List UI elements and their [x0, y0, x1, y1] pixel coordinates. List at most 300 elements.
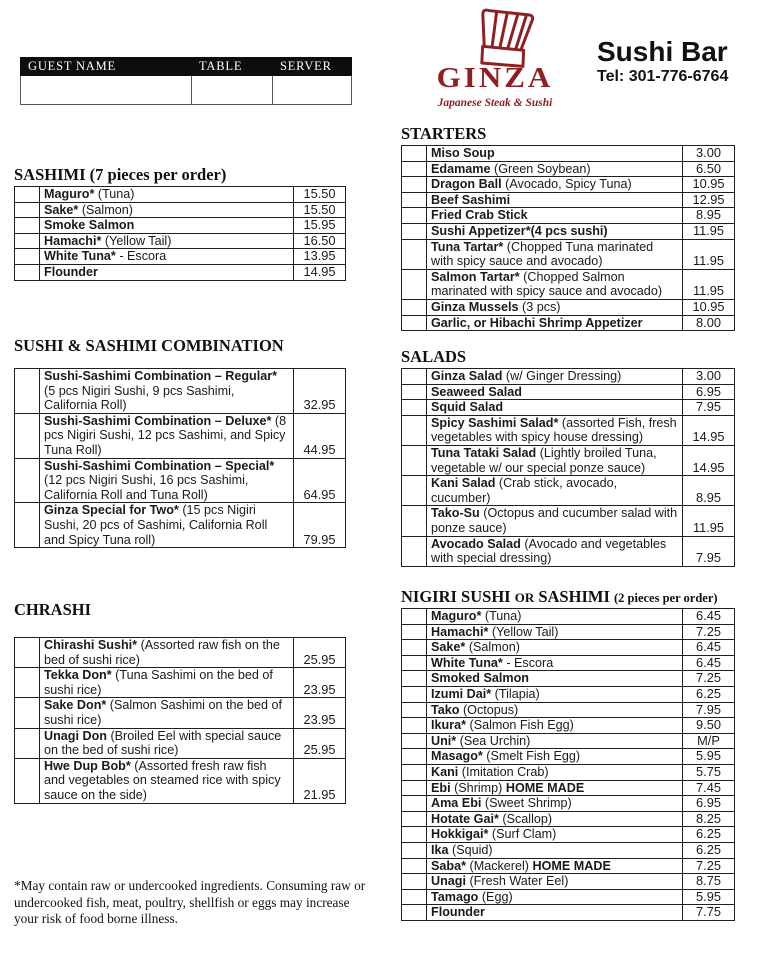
order-quantity-cell[interactable] [15, 218, 40, 234]
menu-item-row [402, 733, 735, 749]
item-price: 5.95 [683, 889, 735, 905]
item-name-cell [427, 415, 683, 445]
order-quantity-cell[interactable] [15, 202, 40, 218]
item-description: (Octopus and cucumber salad with ponze sauce) [431, 506, 678, 535]
item-name-cell [427, 858, 683, 874]
item-price: 25.95 [294, 728, 346, 758]
item-name: Hamachi* [44, 233, 102, 248]
item-description: (3 pcs) [518, 299, 561, 314]
order-quantity-cell[interactable] [402, 842, 427, 858]
raw-food-disclaimer: *May contain raw or undercooked ingredients. Consuming raw or undercooked fish, meat, poultry, shellfish or eggs may increase your risk of food borne illness. [14, 878, 366, 926]
item-name: Ginza Special for Two* [44, 503, 179, 518]
item-price: 11.95 [683, 223, 735, 239]
item-name-cell [40, 503, 294, 548]
item-name: Smoke Salmon [44, 218, 135, 233]
order-quantity-cell[interactable] [15, 233, 40, 249]
menu-item-row [402, 239, 735, 269]
item-name: Tamago [431, 889, 479, 904]
order-quantity-cell[interactable] [402, 796, 427, 812]
item-description: (Avocado, Spicy Tuna) [501, 177, 632, 192]
item-price: 6.95 [683, 384, 735, 400]
item-name-cell [427, 208, 683, 224]
item-description: (Salmon Fish Egg) [466, 718, 574, 733]
menu-item-row [402, 609, 735, 625]
item-name-cell [427, 177, 683, 193]
item-name-cell [427, 536, 683, 566]
item-name: Sushi Appetizer*(4 pcs sushi) [431, 223, 608, 238]
item-name: Tekka Don* [44, 668, 112, 683]
menu-table-combination [14, 368, 346, 548]
section-title-nigiri [401, 588, 735, 607]
item-price: 23.95 [294, 668, 346, 698]
item-description: (Fresh Water Eel) [465, 874, 569, 889]
order-quantity-cell[interactable] [402, 177, 427, 193]
item-name-cell [40, 369, 294, 414]
section-title-segment: (2 pieces per order) [614, 591, 718, 605]
item-name-cell [427, 764, 683, 780]
section-title-segment: SUSHI & SASHIMI COMBINATION [14, 336, 284, 355]
item-price: 11.95 [683, 269, 735, 299]
menu-item-row [15, 369, 346, 414]
order-quantity-cell[interactable] [402, 384, 427, 400]
item-name-cell [427, 161, 683, 177]
item-price: 10.95 [683, 299, 735, 315]
item-description: (Egg) [478, 889, 513, 904]
item-description: (assorted Fish, fresh vegetables with spicy house dressing) [431, 415, 677, 445]
item-name-cell [427, 192, 683, 208]
menu-item-row [15, 503, 346, 548]
item-price: 7.95 [683, 702, 735, 718]
menu-item-row [15, 668, 346, 698]
item-price: 11.95 [683, 239, 735, 269]
item-name-cell [427, 640, 683, 656]
order-quantity-cell[interactable] [402, 239, 427, 269]
section-nigiri-sushi-or-sashimi [401, 588, 735, 921]
item-name-cell [40, 458, 294, 503]
order-quantity-cell[interactable] [402, 506, 427, 536]
menu-item-row [15, 758, 346, 803]
item-price: 6.45 [683, 640, 735, 656]
item-price: 21.95 [294, 758, 346, 803]
item-name-cell [427, 315, 683, 331]
order-quantity-cell[interactable] [402, 686, 427, 702]
order-quantity-cell[interactable] [15, 249, 40, 265]
menu-item-row [402, 686, 735, 702]
item-name: Salmon Tartar* [431, 269, 520, 284]
item-price: 6.45 [683, 609, 735, 625]
item-description: (Salmon Sashimi on the bed of sushi rice) [44, 698, 283, 727]
menu-item-row [15, 638, 346, 668]
item-name-cell [40, 413, 294, 458]
item-name-cell [40, 698, 294, 728]
item-name: Dragon Ball [431, 177, 502, 192]
menu-item-row [402, 671, 735, 687]
order-quantity-cell[interactable] [402, 733, 427, 749]
order-quantity-cell[interactable] [402, 369, 427, 385]
item-price: 6.50 [683, 161, 735, 177]
item-price: 3.00 [683, 369, 735, 385]
menu-item-row [402, 811, 735, 827]
section-title-segment: STARTERS [401, 124, 487, 143]
item-name: Squid Salad [431, 400, 504, 415]
item-name-cell [40, 202, 294, 218]
item-description: (Assorted raw fish on the bed of sushi rice) [44, 638, 280, 667]
menu-item-row [402, 208, 735, 224]
item-price: 10.95 [683, 177, 735, 193]
item-name-cell [40, 264, 294, 280]
item-name: Izumi Dai* [431, 686, 492, 701]
order-quantity-cell[interactable] [15, 264, 40, 280]
order-quantity-cell[interactable] [402, 764, 427, 780]
order-quantity-cell[interactable] [15, 728, 40, 758]
item-description: (15 pcs Nigiri Sushi, 20 pcs of Sashimi, California Roll and Spicy Tuna roll) [44, 503, 268, 547]
item-description: (Octopus) [459, 702, 519, 717]
server-blank-cell[interactable] [273, 76, 352, 105]
item-name-cell [427, 780, 683, 796]
item-name: Sushi-Sashimi Combination – Special* [44, 458, 275, 473]
item-name-cell [40, 249, 294, 265]
item-name-cell [427, 239, 683, 269]
item-price: 25.95 [294, 638, 346, 668]
item-price: 6.45 [683, 655, 735, 671]
order-quantity-cell[interactable] [402, 445, 427, 475]
item-name-cell [427, 796, 683, 812]
table-header: TABLE [192, 58, 273, 76]
item-description: (Sea Urchin) [456, 733, 531, 748]
item-price: 6.25 [683, 827, 735, 843]
item-name: Miso Soup [431, 146, 495, 160]
item-name: White Tuna* [431, 655, 503, 670]
order-quantity-cell[interactable] [402, 858, 427, 874]
menu-item-row [402, 146, 735, 162]
section-sashimi [14, 166, 346, 281]
menu-item-row [402, 476, 735, 506]
item-price: 16.50 [294, 233, 346, 249]
item-price: 7.25 [683, 624, 735, 640]
order-quantity-cell[interactable] [402, 624, 427, 640]
item-price: 15.50 [294, 187, 346, 203]
item-name: Hamachi* [431, 624, 489, 639]
item-price: 8.25 [683, 811, 735, 827]
order-quantity-cell[interactable] [402, 655, 427, 671]
section-title-sashimi [14, 166, 346, 185]
item-price: 5.95 [683, 749, 735, 765]
menu-item-row [402, 299, 735, 315]
menu-item-row [15, 249, 346, 265]
item-price: M/P [683, 733, 735, 749]
menu-item-row [15, 413, 346, 458]
section-title-segment: NIGIRI SUSHI [401, 587, 515, 606]
item-name: Ginza Mussels [431, 299, 519, 314]
item-description: (Broiled Eel with special sauce on the bed of sushi rice) [44, 728, 282, 758]
order-quantity-cell[interactable] [402, 811, 427, 827]
item-price: 6.95 [683, 796, 735, 812]
item-price: 14.95 [683, 445, 735, 475]
item-description: (Tuna) [481, 609, 522, 623]
item-name: Maguro* [44, 187, 95, 201]
order-quantity-cell[interactable] [402, 536, 427, 566]
menu-table-nigiri [401, 608, 735, 921]
menu-item-row [402, 640, 735, 656]
order-quantity-cell[interactable] [15, 187, 40, 203]
order-quantity-cell[interactable] [402, 208, 427, 224]
section-sushi-sashimi-combination [14, 337, 346, 548]
item-name-cell [427, 400, 683, 416]
menu-item-row [15, 187, 346, 203]
item-description: (Avocado and vegetables with special dressing) [431, 536, 667, 566]
item-description: (Chopped Salmon marinated with spicy sauce and avocado) [431, 269, 663, 299]
section-title-segment: CHRASHI [14, 600, 92, 619]
item-name-cell [40, 218, 294, 234]
section-title-chrashi [14, 601, 346, 620]
order-quantity-cell[interactable] [402, 400, 427, 416]
menu-item-row [15, 458, 346, 503]
guest-info-table [20, 57, 352, 105]
menu-item-row [402, 764, 735, 780]
item-price: 7.45 [683, 780, 735, 796]
brand-name: GINZA [436, 61, 554, 94]
order-quantity-cell[interactable] [402, 718, 427, 734]
menu-table-starters [401, 145, 735, 331]
item-price: 7.95 [683, 536, 735, 566]
section-salads [401, 348, 735, 567]
item-name-cell [427, 827, 683, 843]
item-price: 13.95 [294, 249, 346, 265]
section-title-segment: SASHIMI [534, 587, 614, 606]
order-quantity-cell[interactable] [402, 749, 427, 765]
item-description: - Escora [502, 655, 554, 670]
item-description: (Salmon) [78, 202, 133, 217]
order-quantity-cell[interactable] [402, 146, 427, 162]
item-description: (8 pcs Nigiri Sushi, 12 pcs Sashimi, and Spicy Tuna Roll) [44, 413, 287, 457]
item-description: (Smelt Fish Egg) [482, 749, 581, 764]
item-home-made-tag: HOME MADE [532, 858, 611, 873]
order-quantity-cell[interactable] [15, 668, 40, 698]
order-quantity-cell[interactable] [402, 415, 427, 445]
item-name: Tako [431, 702, 460, 717]
section-chrashi [14, 601, 346, 804]
item-price: 6.25 [683, 686, 735, 702]
menu-item-row [402, 400, 735, 416]
item-description: (Mackerel) [466, 858, 533, 873]
order-quantity-cell[interactable] [402, 609, 427, 625]
menu-item-row [402, 874, 735, 890]
item-description: (Salmon) [465, 640, 520, 655]
item-name: Ika [431, 842, 449, 857]
order-quantity-cell[interactable] [402, 192, 427, 208]
menu-table-sashimi [14, 186, 346, 281]
menu-item-row [402, 269, 735, 299]
menu-item-row [402, 536, 735, 566]
item-name-cell [427, 842, 683, 858]
item-name-cell [427, 269, 683, 299]
item-name-cell [427, 445, 683, 475]
table-blank-cell[interactable] [192, 76, 273, 105]
item-name-cell [40, 668, 294, 698]
item-description: (Tilapia) [491, 686, 540, 701]
ginza-logo [420, 6, 570, 110]
menu-item-row [402, 161, 735, 177]
order-quantity-cell[interactable] [402, 905, 427, 921]
menu-table-chrashi [14, 637, 346, 804]
order-quantity-cell[interactable] [402, 223, 427, 239]
menu-item-row [402, 905, 735, 921]
item-name: Tuna Tartar* [431, 239, 504, 254]
sushi-bar-title: Sushi Bar [597, 36, 728, 67]
order-quantity-cell[interactable] [402, 269, 427, 299]
order-quantity-cell[interactable] [15, 458, 40, 503]
item-name-cell [427, 609, 683, 625]
item-price: 15.50 [294, 202, 346, 218]
item-name-cell [427, 476, 683, 506]
guest-table-header-row [21, 58, 352, 76]
order-quantity-cell[interactable] [402, 702, 427, 718]
item-name-cell [427, 506, 683, 536]
menu-item-row [402, 445, 735, 475]
item-name-cell [427, 733, 683, 749]
item-price: 7.75 [683, 905, 735, 921]
menu-item-row [402, 223, 735, 239]
item-description: (Squid) [448, 842, 493, 857]
item-name: Chirashi Sushi* [44, 638, 138, 652]
item-name-cell [427, 718, 683, 734]
order-quantity-cell[interactable] [402, 827, 427, 843]
item-name-cell [427, 889, 683, 905]
guest-table-blank-row [21, 76, 352, 105]
item-price: 6.25 [683, 842, 735, 858]
item-description: (Yellow Tail) [488, 624, 559, 639]
item-name: Tuna Tataki Salad [431, 445, 537, 460]
item-price: 64.95 [294, 458, 346, 503]
item-name: Kani Salad [431, 476, 496, 491]
item-price: 15.95 [294, 218, 346, 234]
order-quantity-cell[interactable] [402, 780, 427, 796]
menu-item-row [402, 384, 735, 400]
item-price: 7.25 [683, 858, 735, 874]
order-quantity-cell[interactable] [402, 640, 427, 656]
menu-item-row [402, 655, 735, 671]
item-price: 8.75 [683, 874, 735, 890]
order-quantity-cell[interactable] [15, 503, 40, 548]
item-name: Sake* [431, 640, 466, 655]
guest-name-blank-cell[interactable] [21, 76, 192, 105]
item-name: Ginza Salad [431, 369, 503, 383]
item-name-cell [427, 299, 683, 315]
guest-name-header: GUEST NAME [21, 58, 192, 76]
item-name: Edamame [431, 161, 491, 176]
item-description: (Imitation Crab) [458, 764, 549, 779]
item-name-cell [427, 905, 683, 921]
menu-item-row [15, 728, 346, 758]
menu-item-row [402, 415, 735, 445]
item-name-cell [40, 187, 294, 203]
menu-item-row [402, 780, 735, 796]
menu-item-row [15, 264, 346, 280]
item-name: Hwe Dup Bob* [44, 758, 131, 773]
order-quantity-cell[interactable] [15, 698, 40, 728]
item-name: Unagi Don [44, 728, 107, 743]
section-starters [401, 125, 735, 331]
order-quantity-cell[interactable] [402, 889, 427, 905]
item-home-made-tag: HOME MADE [505, 780, 585, 795]
order-quantity-cell[interactable] [15, 638, 40, 668]
item-description: (Shrimp) [450, 780, 506, 795]
item-price: 32.95 [294, 369, 346, 414]
order-quantity-cell[interactable] [15, 369, 40, 414]
section-title-segment: SASHIMI (7 pieces per order) [14, 165, 227, 184]
item-name-cell [427, 702, 683, 718]
item-name-cell [427, 369, 683, 385]
item-name: Masago* [431, 749, 483, 764]
item-name: Tako-Su [431, 506, 480, 521]
order-quantity-cell[interactable] [15, 413, 40, 458]
item-description: (Crab stick, avocado, cucumber) [431, 476, 618, 505]
menu-item-row [402, 827, 735, 843]
item-name-cell [427, 146, 683, 162]
menu-item-row [402, 796, 735, 812]
item-name: Beef Sashimi [431, 192, 511, 207]
item-description: (Yellow Tail) [101, 233, 172, 248]
item-name: Avocado Salad [431, 536, 521, 551]
item-price: 7.95 [683, 400, 735, 416]
menu-item-row [402, 506, 735, 536]
item-description: (Tuna) [94, 187, 135, 201]
item-name: Hotate Gai* [431, 811, 499, 826]
item-name: Spicy Sashimi Salad* [431, 415, 559, 430]
item-price: 79.95 [294, 503, 346, 548]
item-name-cell [427, 874, 683, 890]
order-quantity-cell[interactable] [402, 874, 427, 890]
item-price: 5.75 [683, 764, 735, 780]
order-quantity-cell[interactable] [402, 315, 427, 331]
order-quantity-cell[interactable] [402, 161, 427, 177]
item-name: Sake Don* [44, 698, 107, 713]
menu-item-row [402, 889, 735, 905]
item-name: Saba* [431, 858, 467, 873]
menu-item-row [15, 218, 346, 234]
order-quantity-cell[interactable] [402, 299, 427, 315]
order-quantity-cell[interactable] [402, 671, 427, 687]
item-name-cell [427, 671, 683, 687]
menu-item-row [402, 177, 735, 193]
item-price: 14.95 [294, 264, 346, 280]
item-price: 12.95 [683, 192, 735, 208]
item-name: Uni* [431, 733, 457, 748]
menu-item-row [15, 233, 346, 249]
item-description: (Scallop) [498, 811, 553, 826]
item-name-cell [427, 811, 683, 827]
item-name-cell [40, 233, 294, 249]
order-quantity-cell[interactable] [15, 758, 40, 803]
menu-item-row [15, 202, 346, 218]
section-title-segment: OR [514, 590, 535, 605]
item-name: Flounder [431, 905, 485, 920]
item-name: Ama Ebi [431, 796, 482, 811]
menu-item-row [402, 718, 735, 734]
menu-item-row [402, 624, 735, 640]
section-title-salads [401, 348, 735, 367]
item-name: Smoked Salmon [431, 671, 529, 686]
section-title-segment: SALADS [401, 347, 467, 366]
menu-item-row [402, 369, 735, 385]
item-price: 14.95 [683, 415, 735, 445]
item-price: 23.95 [294, 698, 346, 728]
item-description: (Tuna Sashimi on the bed of sushi rice) [44, 668, 273, 697]
item-price: 9.50 [683, 718, 735, 734]
order-quantity-cell[interactable] [402, 476, 427, 506]
item-name: Maguro* [431, 609, 482, 623]
item-name: Flounder [44, 264, 98, 279]
